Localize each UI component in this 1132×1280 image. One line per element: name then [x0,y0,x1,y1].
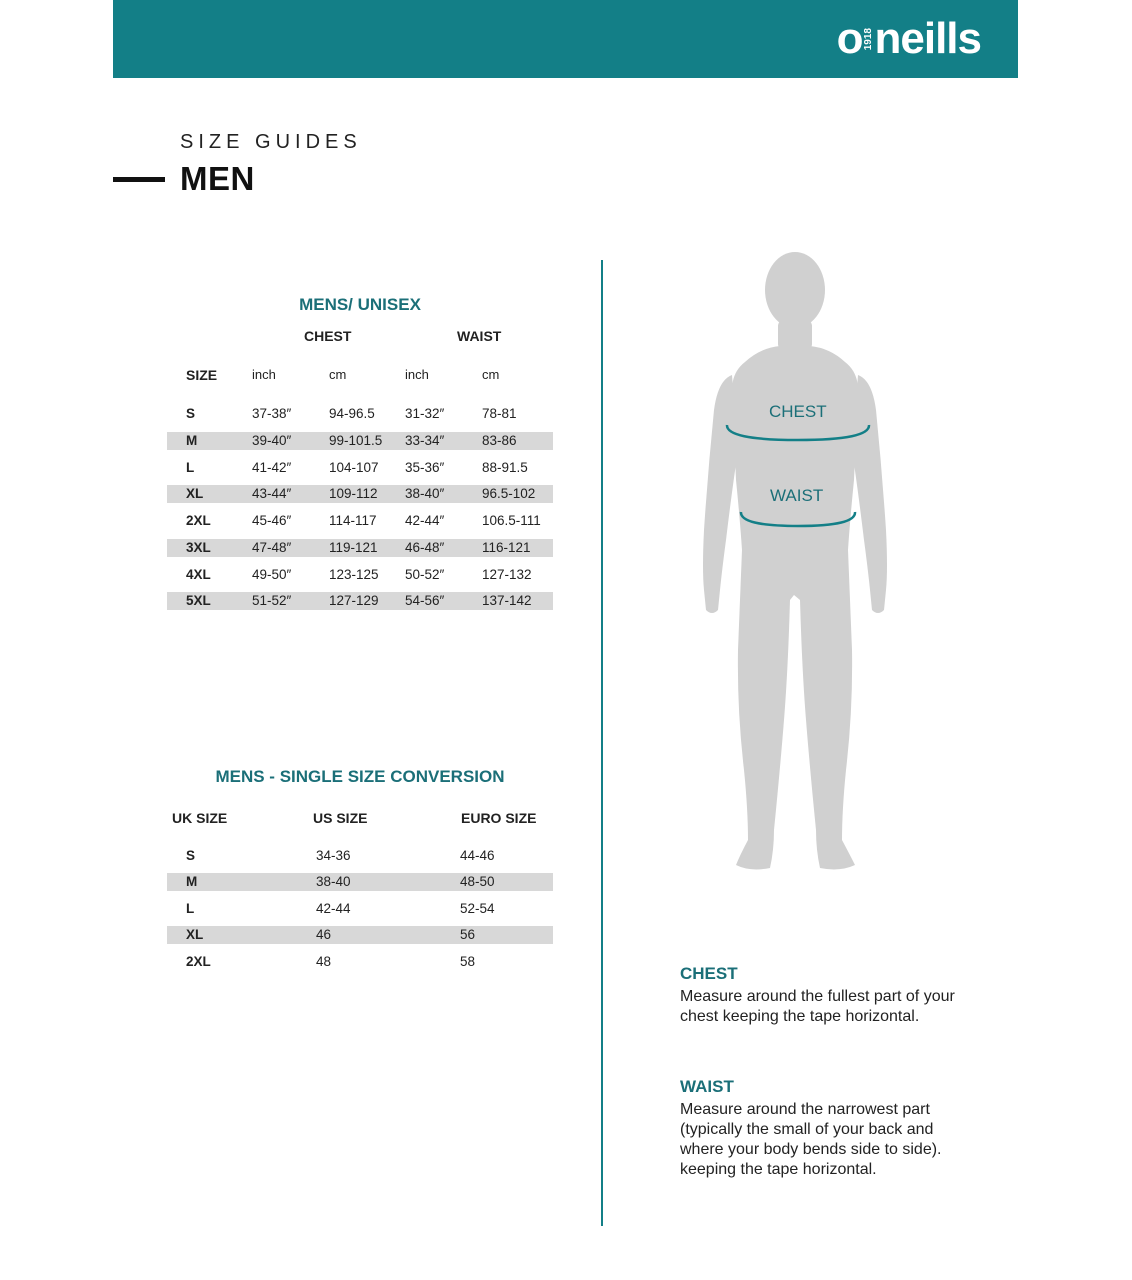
page-subtitle: SIZE GUIDES [180,131,362,153]
waist-cm-cell: 106.5-111 [482,513,541,528]
chest-cm-cell: 104-107 [329,460,379,475]
us-size-cell: 38-40 [316,874,351,889]
chest-inch-cell: 47-48″ [252,540,292,555]
chest-cm-cell: 99-101.5 [329,433,383,448]
table-row [167,405,553,423]
waist-cm-cell: 116-121 [482,540,531,555]
waist-cm-cell: 96.5-102 [482,486,536,501]
size-cell: 2XL [186,513,211,528]
waist-inch-cell: 38-40″ [405,486,445,501]
uk-size-cell: 2XL [186,954,211,969]
logo-text-rest: neills [874,14,981,63]
waist-cm-cell: 83-86 [482,433,517,448]
figure-chest-label: CHEST [769,402,827,421]
waist-description-title: WAIST [680,1077,734,1096]
conversion-title: MENS - SINGLE SIZE CONVERSION [215,767,505,786]
uk-size-cell: S [186,848,196,863]
chest-inch-cell: 37-38″ [252,406,292,421]
chest-inch-cell: 39-40″ [252,433,292,448]
us-size-cell: 42-44 [316,901,351,916]
waist-description-text: Measure around the narrowest part (typically the small of your back and where your body bends side to side). keeping the tape horizontal. [680,1101,942,1178]
chest-inch-cell: 45-46″ [252,513,292,528]
table-row [167,873,553,891]
euro-size-cell: 58 [460,954,476,969]
waist-cm-cell: 127-132 [482,567,532,582]
page-title: MEN [180,160,255,197]
chest-cm-cell: 127-129 [329,593,379,608]
size-cell: M [186,433,198,448]
table-row [167,592,553,610]
size-cell: S [186,406,196,421]
euro-size-header: EURO SIZE [461,810,537,826]
chest-description-text: Measure around the fullest part of your chest keeping the tape horizontal. [680,988,955,1025]
title-dash [113,177,165,182]
table-row [167,459,553,477]
chest-cm-cell: 94-96.5 [329,406,375,421]
column-divider [601,260,603,1226]
chest-cm-cell: 119-121 [329,540,378,555]
chest-inch-header: inch [252,367,276,382]
size-cell: 5XL [186,593,211,608]
table-row [167,539,553,557]
euro-size-cell: 44-46 [460,848,495,863]
figure-waist-label: WAIST [770,486,824,505]
size-column-header: SIZE [186,367,218,383]
us-size-header: US SIZE [313,810,368,826]
logo-year: 1918 [862,27,874,51]
body-figure [690,250,910,880]
waist-group-header: WAIST [457,328,502,344]
mens-unisex-title: MENS/ UNISEX [299,295,421,314]
euro-size-cell: 56 [460,927,476,942]
size-cell: L [186,460,195,475]
us-size-cell: 46 [316,927,332,942]
euro-size-cell: 52-54 [460,901,495,916]
table-row [167,953,553,971]
chest-cm-cell: 114-117 [329,513,377,528]
waist-cm-header: cm [482,367,500,382]
uk-size-cell: L [186,901,195,916]
waist-cm-cell: 78-81 [482,406,517,421]
us-size-cell: 34-36 [316,848,351,863]
chest-cm-cell: 123-125 [329,567,379,582]
chest-inch-cell: 41-42″ [252,460,292,475]
waist-inch-cell: 54-56″ [405,593,445,608]
chest-inch-cell: 43-44″ [252,486,292,501]
waist-inch-header: inch [405,367,429,382]
waist-inch-cell: 46-48″ [405,540,445,555]
chest-cm-header: cm [329,367,347,382]
table-row [167,900,553,918]
table-row [167,512,553,530]
table-row [167,566,553,584]
size-cell: 3XL [186,540,211,555]
waist-inch-cell: 33-34″ [405,433,445,448]
size-cell: 4XL [186,567,211,582]
us-size-cell: 48 [316,954,332,969]
waist-inch-cell: 50-52″ [405,567,445,582]
euro-size-cell: 48-50 [460,874,495,889]
logo-text-o: o [836,14,863,63]
table-row [167,926,553,944]
waist-inch-cell: 35-36″ [405,460,445,475]
uk-size-cell: XL [186,927,204,942]
uk-size-cell: M [186,874,198,889]
chest-inch-cell: 49-50″ [252,567,292,582]
table-row [167,485,553,503]
waist-cm-cell: 88-91.5 [482,460,528,475]
waist-cm-cell: 137-142 [482,593,532,608]
waist-inch-cell: 31-32″ [405,406,445,421]
chest-description-title: CHEST [680,964,738,983]
chest-cm-cell: 109-112 [329,486,378,501]
uk-size-header: UK SIZE [172,810,228,826]
size-cell: XL [186,486,204,501]
brand-logo[interactable] [837,14,981,64]
table-row [167,432,553,450]
header-bar [113,0,1018,78]
body-silhouette-icon [690,250,910,880]
chest-inch-cell: 51-52″ [252,593,292,608]
table-row [167,847,553,865]
chest-group-header: CHEST [304,328,352,344]
waist-inch-cell: 42-44″ [405,513,445,528]
